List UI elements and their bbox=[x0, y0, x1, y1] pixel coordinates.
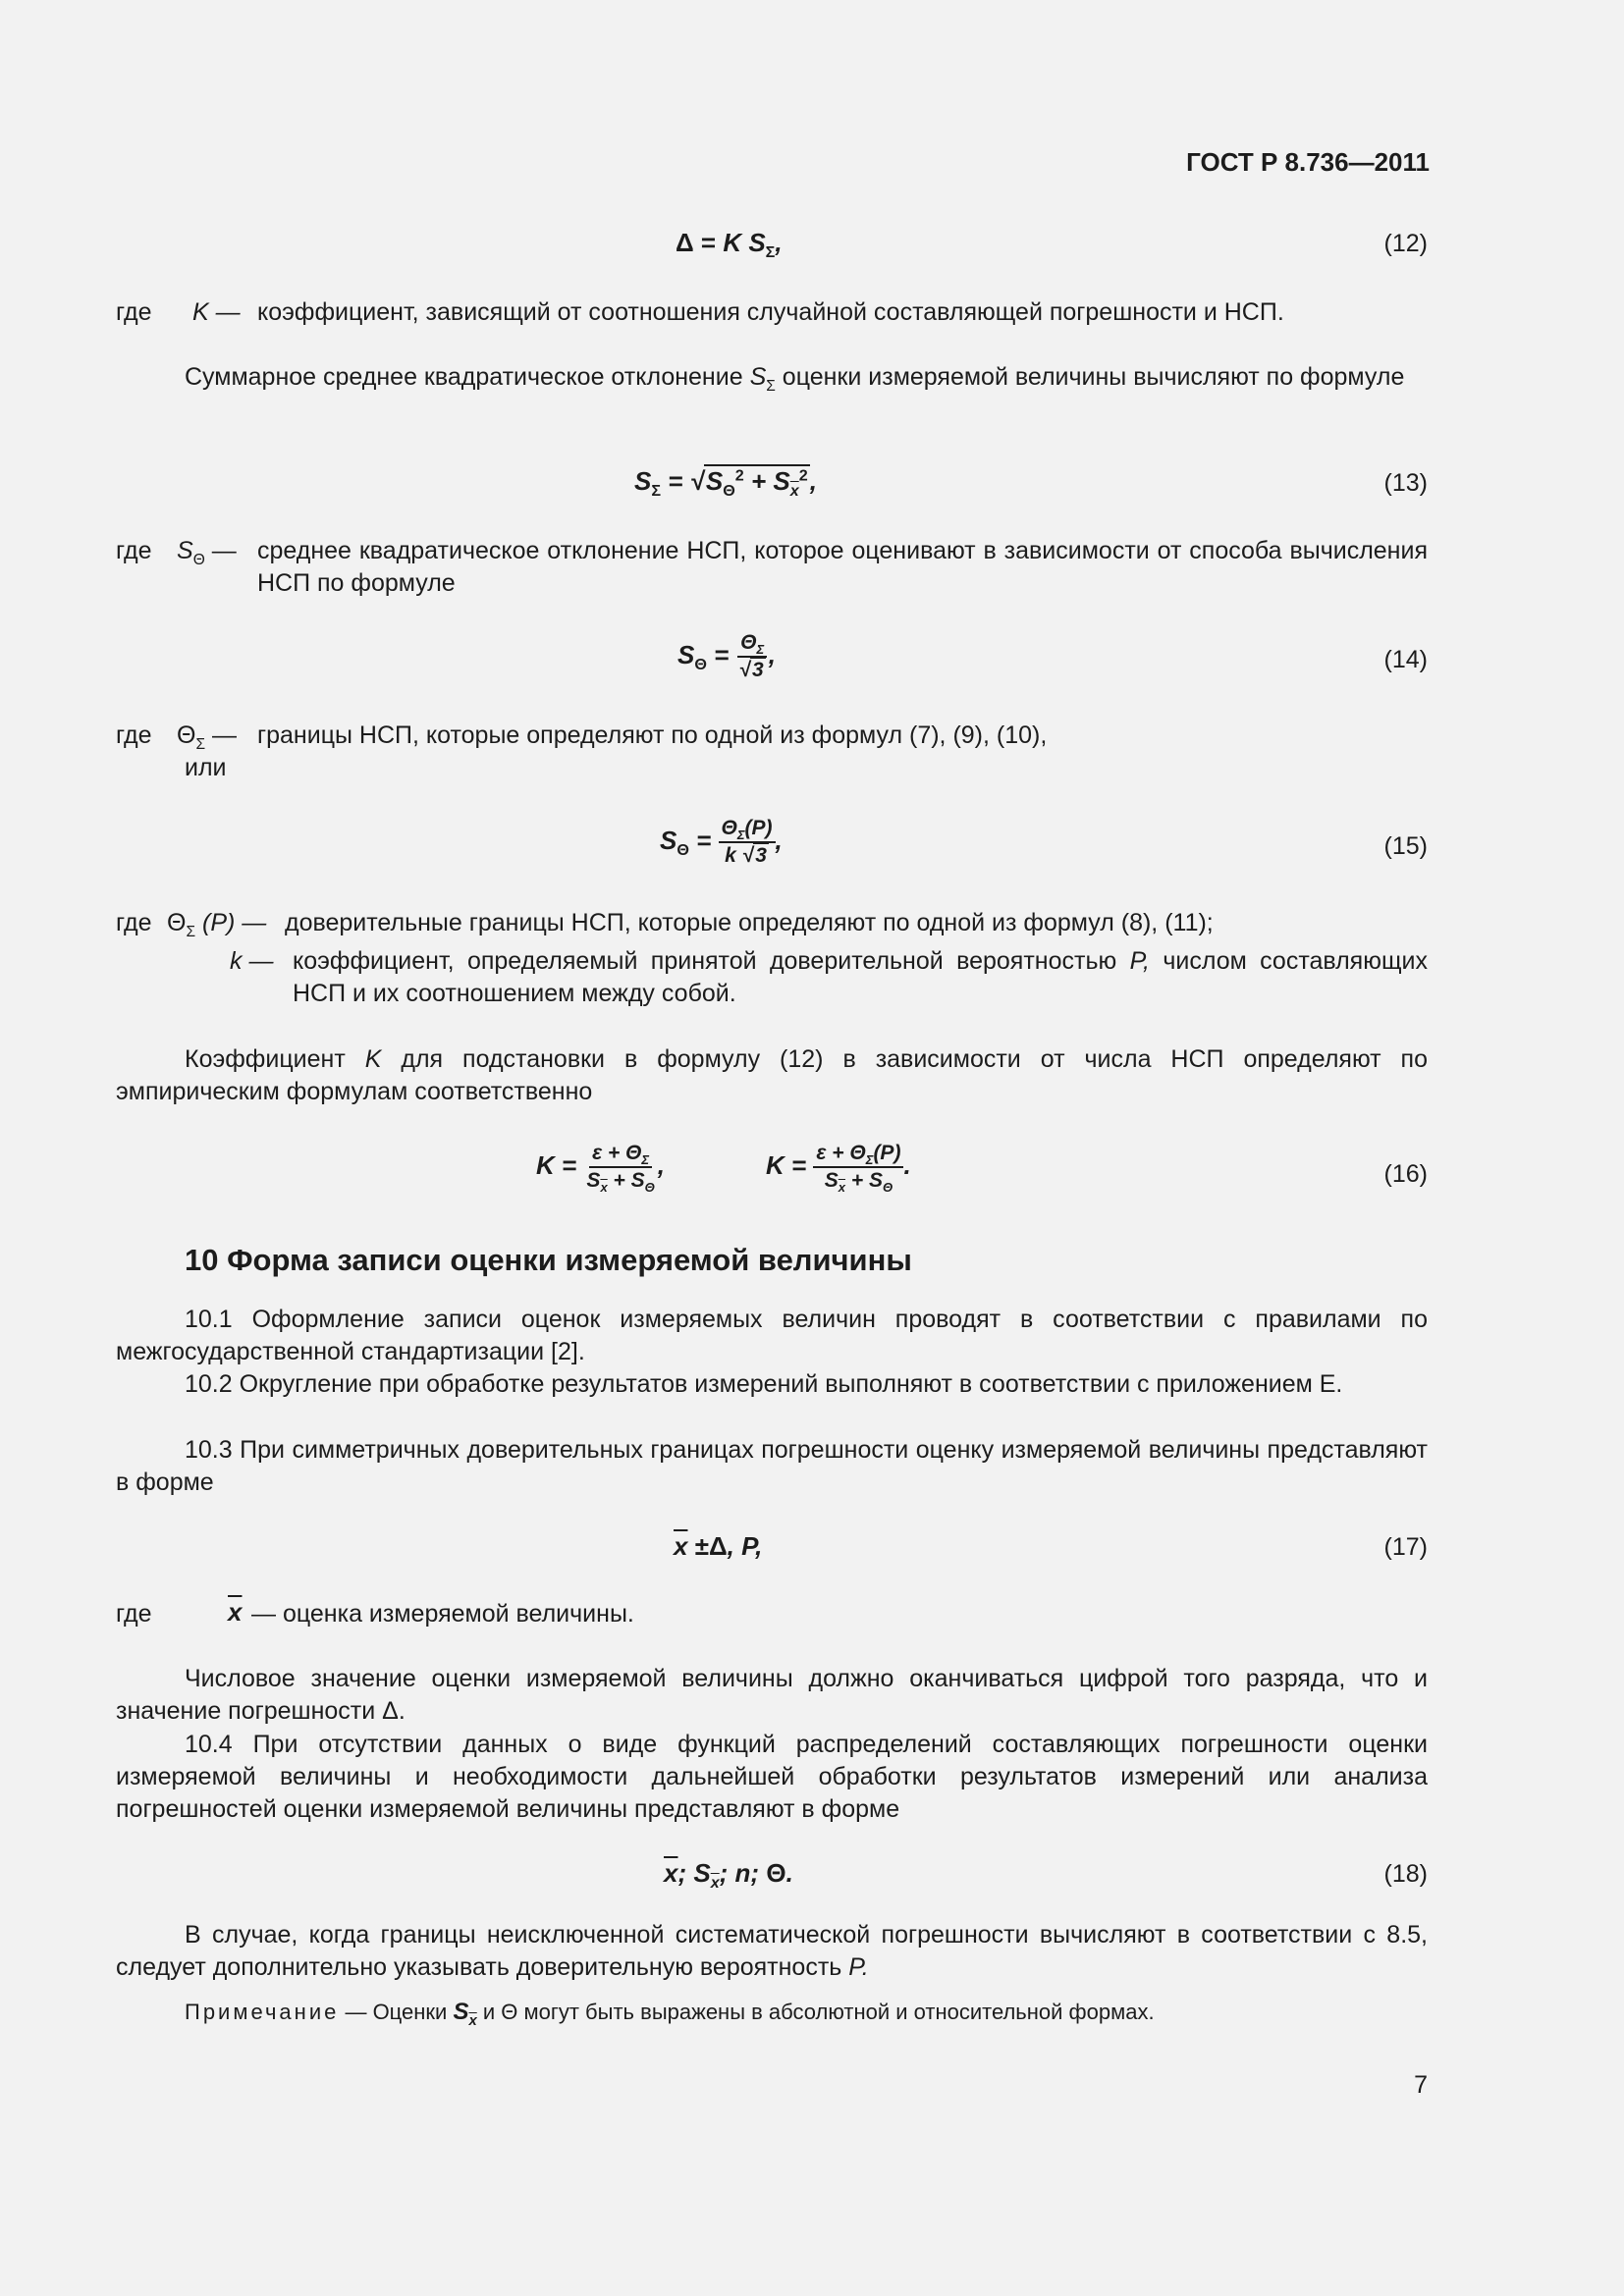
or-label: или bbox=[185, 754, 227, 781]
formula-16-a-numerator: $\varepsilon + \Theta_\Sigma$ bbox=[589, 1142, 652, 1168]
formula-16-b: K = $\frac{\varepsilon + \Theta_\Sigma(P)}{S_{\overline{x}} + S_\Theta}$ . bbox=[766, 1142, 911, 1196]
paragraph-digit: Числовое значение оценки измеряемой величины должно оканчиваться цифрой того разряда, что и значение погрешности Δ. bbox=[116, 1665, 1428, 1725]
formula-17: $\overline{x} \pm\Delta$, P, bbox=[674, 1531, 763, 1561]
formula-number-16: (16) bbox=[1383, 1160, 1428, 1188]
formula-13: $S_\Sigma = √S_\Theta^2 + S_{\overline{x}}^2$, bbox=[634, 466, 817, 501]
note-label: Примечание bbox=[185, 2000, 340, 2024]
paragraph-confidence-part-a: В случае, когда границы неисключенной систематической погрешности вычисляют в соответствии с 8.5, следует дополнительно указывать доверительную вероятность bbox=[116, 1921, 1428, 1981]
formula-number-17: (17) bbox=[1383, 1533, 1428, 1561]
page-number: 7 bbox=[1414, 2071, 1428, 2099]
formula-12: Δ = K $S_\Sigma$, bbox=[676, 228, 783, 262]
paragraph-10-4: 10.4 При отсутствии данных о виде функций распределений составляющих погрешности оценки измеряемой величины и необходимости дальнейшей обработки результатов измерений или анализа погрешностей оценки измеряемой величины представляют в форме bbox=[116, 1731, 1428, 1823]
note: Примечание — Оценки $S_{\overline{x}}$ и Θ могут быть выражены в абсолютной и относительной формах. bbox=[185, 1999, 1155, 2029]
paragraph-k-part-b: для подстановки в формулу (12) в зависимости от числа НСП определяют по эмпирическим формулам соответственно bbox=[116, 1045, 1429, 1105]
legend-s-theta-text: среднее квадратическое отклонение НСП, которое оценивают в зависимости от способа вычисления НСП по формуле bbox=[257, 537, 1428, 597]
formula-16-a: K = $\frac{\varepsilon + \Theta_\Sigma}{S_{\overline{x}} + S_\Theta}$ , bbox=[536, 1142, 665, 1196]
formula-number-12: (12) bbox=[1383, 230, 1428, 257]
where-label: где bbox=[116, 1600, 152, 1628]
formula-18: $\overline{x}$; $S_{\overline{x}}$; n; Θ. bbox=[664, 1858, 793, 1893]
paragraph-confidence bbox=[116, 1919, 1428, 1984]
formula-13-lhs: S bbox=[634, 466, 652, 496]
where-label: где bbox=[116, 537, 152, 564]
legend-theta-sigma-text: границы НСП, которые определяют по одной из формул (7), (9), (10), bbox=[257, 721, 1048, 749]
legend-small-k-text-part-1: коэффициент, определяемый принятой доверительной вероятностью bbox=[293, 947, 1130, 975]
note-text-a: — Оценки bbox=[339, 2000, 454, 2024]
legend-theta-sigma-p-text: доверительные границы НСП, которые определяют по одной из формул (8), (11); bbox=[285, 909, 1214, 936]
where-label: где bbox=[116, 721, 152, 749]
section-heading: 10 Форма записи оценки измеряемой величины bbox=[185, 1243, 912, 1277]
formula-number-14: (14) bbox=[1383, 646, 1428, 673]
document-code: ГОСТ Р 8.736—2011 bbox=[1186, 147, 1430, 177]
paragraph-10-3: 10.3 При симметричных доверительных границах погрешности оценку измеряемой величины представляют в форме bbox=[116, 1436, 1428, 1496]
paragraph-k-symbol: K bbox=[364, 1045, 382, 1073]
paragraph-10-2: 10.2 Округление при обработке результатов измерений выполняют в соответствии с приложением Е. bbox=[185, 1370, 1343, 1398]
where-label: где bbox=[116, 298, 152, 326]
paragraph-s-sigma-part-b: оценки измеряемой величины вычисляют по формуле bbox=[775, 363, 1405, 391]
legend-small-k-text-part-2: числом составляющих НСП и их соотношением между собой. bbox=[293, 947, 1429, 1007]
formula-15: $S_\Theta$ = $\frac{\Theta_\Sigma(P)}{k √3}$ , bbox=[660, 817, 783, 867]
legend-k-text: коэффициент, зависящий от соотношения случайной составляющей погрешности и НСП. bbox=[257, 298, 1284, 326]
where-label: где bbox=[116, 909, 152, 936]
paragraph-k-coefficient bbox=[116, 1043, 1428, 1108]
legend-s-theta-symbol: $S_\Theta$ — bbox=[177, 537, 237, 568]
note-text-b: и Θ могут быть выражены в абсолютной и относительной формах. bbox=[476, 2000, 1155, 2024]
formula-number-18: (18) bbox=[1383, 1860, 1428, 1888]
paragraph-s-sigma-part-a: Суммарное среднее квадратическое отклонение bbox=[185, 363, 750, 391]
paragraph-s-sigma: Суммарное среднее квадратическое отклонение $S_\Sigma$ оценки измеряемой величины вычисляют по формуле bbox=[185, 363, 1405, 395]
legend-small-k-text bbox=[293, 945, 1428, 1010]
paragraph-confidence-p: P. bbox=[848, 1953, 869, 1981]
legend-small-k-text-p: P, bbox=[1129, 947, 1150, 975]
legend-theta-sigma-symbol: $\Theta_\Sigma$ — bbox=[177, 721, 237, 753]
formula-16-eps: ε + Θ bbox=[592, 1142, 642, 1164]
paragraph-k-part-a: Коэффициент bbox=[185, 1045, 365, 1073]
legend-k-symbol: K — bbox=[192, 298, 241, 326]
formula-14: $S_\Theta$ = $\frac{\Theta_\Sigma}{√3}$ , bbox=[677, 631, 776, 681]
legend-small-k-symbol: k — bbox=[230, 947, 274, 975]
formula-12-var: K S bbox=[723, 228, 766, 257]
paragraph-10-1: 10.1 Оформление записи оценок измеряемых величин проводят в соответствии с правилами по межгосударственной стандартизации [2]. bbox=[116, 1306, 1428, 1365]
formula-number-15: (15) bbox=[1383, 832, 1428, 860]
formula-12-prefix: Δ = bbox=[676, 228, 724, 257]
legend-theta-sigma-p-arg: (P) — bbox=[202, 909, 267, 936]
formula-number-13: (13) bbox=[1383, 469, 1428, 497]
legend-theta-sigma-p-symbol: $\Theta_\Sigma$ (P) — bbox=[167, 909, 267, 940]
legend-xbar-symbol: $\overline{x}$ bbox=[228, 1597, 243, 1627]
legend-xbar-text: — оценка измеряемой величины. bbox=[251, 1600, 634, 1628]
